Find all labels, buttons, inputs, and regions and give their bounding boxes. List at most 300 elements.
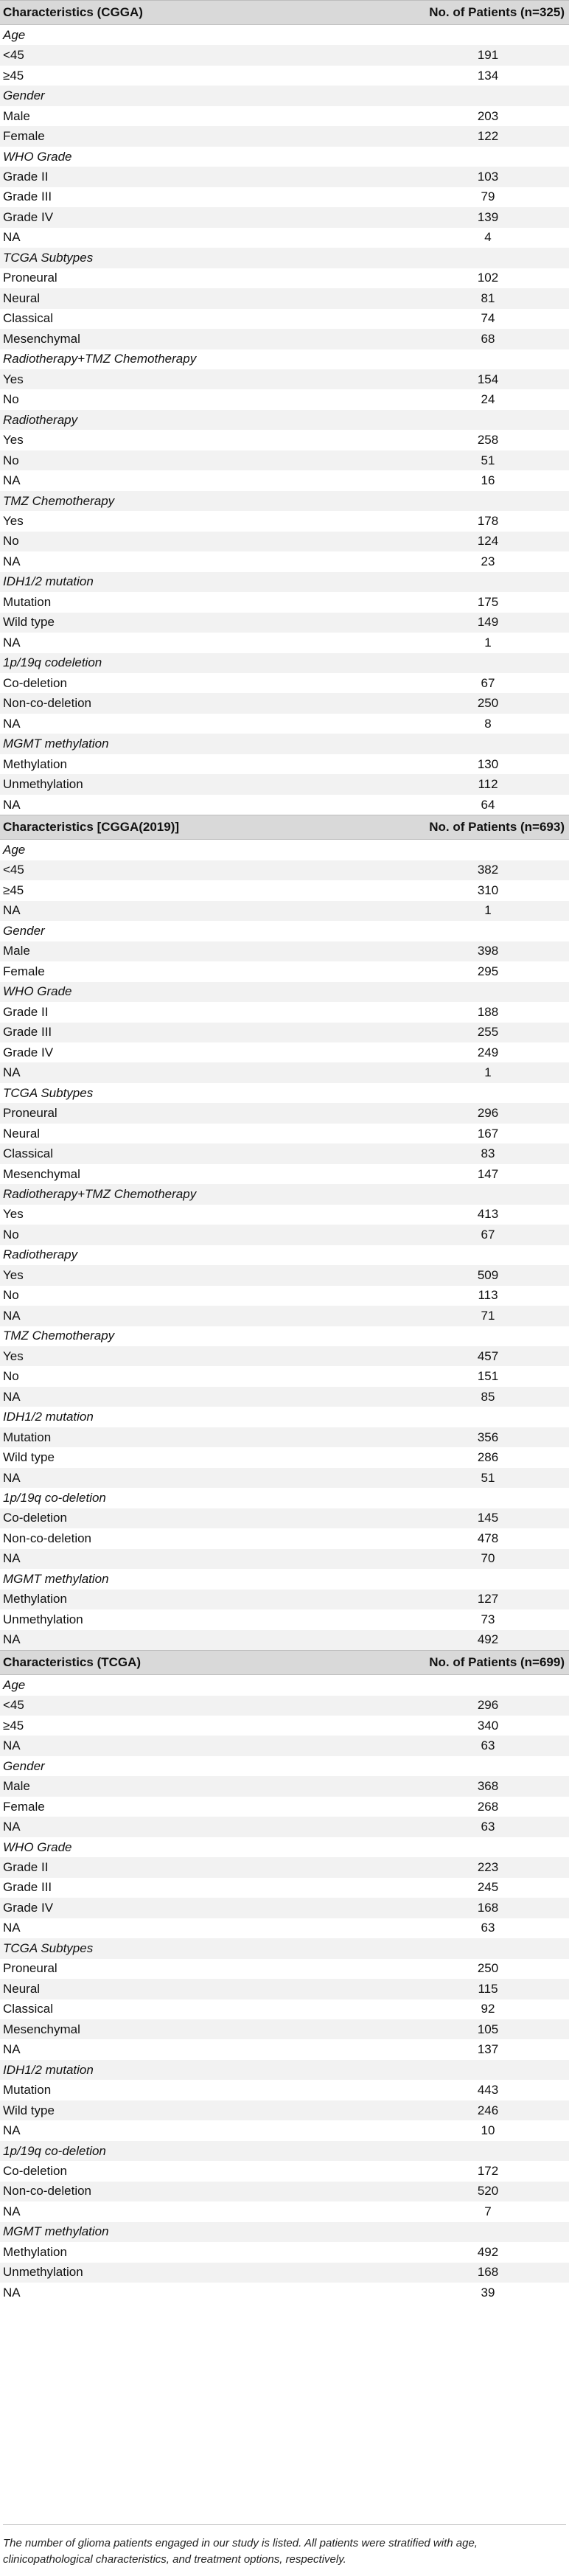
row-value: 113 xyxy=(478,1288,498,1303)
row-value: 151 xyxy=(477,1369,499,1384)
row-value: 295 xyxy=(477,964,499,978)
table-row xyxy=(0,1857,569,1877)
row-label: Classical xyxy=(3,1146,54,1161)
row-label: Wild type xyxy=(3,1450,55,1465)
table-row xyxy=(0,754,569,774)
category-label: Radiotherapy xyxy=(3,1247,78,1262)
table-row xyxy=(0,1002,569,1022)
row-label: <45 xyxy=(3,863,24,877)
row-value: 4 xyxy=(484,230,492,245)
row-value: 130 xyxy=(477,756,499,771)
category-row xyxy=(0,982,569,1002)
table-row xyxy=(0,2100,569,2120)
table-row xyxy=(0,1630,569,1650)
row-value: 457 xyxy=(477,1348,499,1363)
category-row xyxy=(0,1837,569,1857)
row-value: 168 xyxy=(477,1900,499,1915)
category-label: Radiotherapy+TMZ Chemotherapy xyxy=(3,352,197,366)
row-label: Grade III xyxy=(3,1880,52,1895)
row-label: Classical xyxy=(3,311,54,326)
table-row xyxy=(0,511,569,531)
category-row xyxy=(0,491,569,511)
table-row xyxy=(0,673,569,693)
table-section-header xyxy=(0,0,569,25)
row-value: 71 xyxy=(481,1308,495,1323)
category-row xyxy=(0,653,569,673)
table-row xyxy=(0,369,569,389)
table-row xyxy=(0,1447,569,1467)
category-label: Gender xyxy=(3,88,45,103)
table-row xyxy=(0,2120,569,2140)
row-label: NA xyxy=(3,1820,21,1834)
table-row xyxy=(0,2039,569,2059)
row-label: Yes xyxy=(3,513,24,528)
row-value: 154 xyxy=(477,372,499,386)
row-label: ≥45 xyxy=(3,883,24,897)
table-row xyxy=(0,1590,569,1609)
category-label: Gender xyxy=(3,923,45,938)
row-value: 255 xyxy=(477,1025,499,1040)
row-label: Co-deletion xyxy=(3,1511,67,1525)
category-row xyxy=(0,248,569,268)
row-value: 67 xyxy=(481,1227,495,1242)
table-row xyxy=(0,693,569,713)
row-label: Male xyxy=(3,1779,30,1794)
table-row xyxy=(0,1878,569,1898)
row-label: No xyxy=(3,392,19,407)
row-value: 23 xyxy=(481,554,495,568)
table-row xyxy=(0,1736,569,1755)
row-value: 268 xyxy=(477,1799,499,1814)
category-row xyxy=(0,1245,569,1265)
category-row xyxy=(0,2060,569,2080)
table-row xyxy=(0,714,569,734)
category-row xyxy=(0,1756,569,1776)
table-row xyxy=(0,45,569,65)
category-row xyxy=(0,1326,569,1346)
row-label: Male xyxy=(3,944,30,958)
table-row xyxy=(0,633,569,652)
row-label: Proneural xyxy=(3,271,57,285)
row-value: 492 xyxy=(477,2244,499,2259)
header-patient-count: No. of Patients (n=699) xyxy=(429,1655,565,1670)
row-value: 70 xyxy=(481,1551,495,1566)
row-label: Wild type xyxy=(3,615,55,630)
row-label: Mesenchymal xyxy=(3,331,80,346)
row-label: No xyxy=(3,1227,19,1242)
row-value: 250 xyxy=(477,1961,499,1976)
row-value: 51 xyxy=(481,1470,495,1485)
row-label: Unmethylation xyxy=(3,777,83,792)
row-label: NA xyxy=(3,1738,21,1753)
row-value: 1 xyxy=(484,635,492,650)
row-label: Yes xyxy=(3,1348,24,1363)
row-value: 7 xyxy=(484,2204,492,2218)
row-value: 398 xyxy=(477,944,499,958)
category-row xyxy=(0,1675,569,1695)
row-value: 51 xyxy=(481,453,495,467)
table-caption: The number of glioma patients engaged in our study is listed. All patients were stratified with age, clinicopathological characteristics, and treatment options, respectively. xyxy=(3,2524,566,2568)
category-label: WHO Grade xyxy=(3,149,72,164)
table-row xyxy=(0,1427,569,1447)
table-row xyxy=(0,2182,569,2201)
category-row xyxy=(0,1938,569,1958)
category-label: 1p/19q codeletion xyxy=(3,655,102,670)
table-row xyxy=(0,880,569,900)
row-label: Methylation xyxy=(3,2244,67,2259)
row-label: Yes xyxy=(3,433,24,448)
row-value: 16 xyxy=(481,473,495,488)
row-label: NA xyxy=(3,1551,21,1566)
row-label: Grade II xyxy=(3,1859,49,1874)
table-row xyxy=(0,1366,569,1386)
row-value: 168 xyxy=(477,2265,499,2280)
row-label: No xyxy=(3,534,19,549)
table-row xyxy=(0,1205,569,1225)
category-row xyxy=(0,840,569,860)
table-row xyxy=(0,268,569,288)
row-value: 172 xyxy=(477,2164,499,2179)
category-label: 1p/19q co-deletion xyxy=(3,1491,106,1505)
table-row xyxy=(0,1549,569,1569)
table-row xyxy=(0,1306,569,1326)
row-label: Methylation xyxy=(3,1592,67,1606)
row-value: 73 xyxy=(481,1612,495,1626)
category-label: Age xyxy=(3,1677,26,1692)
table-row xyxy=(0,2080,569,2100)
table-row xyxy=(0,1468,569,1488)
row-label: Unmethylation xyxy=(3,1612,83,1626)
table-row xyxy=(0,1042,569,1062)
table-row xyxy=(0,1817,569,1837)
category-label: TMZ Chemotherapy xyxy=(3,493,115,508)
row-value: 79 xyxy=(481,189,495,204)
row-label: NA xyxy=(3,230,21,245)
table-row xyxy=(0,1999,569,2019)
row-label: Classical xyxy=(3,2002,54,2016)
row-value: 520 xyxy=(477,2184,499,2199)
header-characteristics: Characteristics (TCGA) xyxy=(3,1655,142,1670)
table-row xyxy=(0,1103,569,1123)
category-label: MGMT methylation xyxy=(3,2224,109,2239)
row-label: ≥45 xyxy=(3,1718,24,1733)
row-label: Non-co-deletion xyxy=(3,696,92,711)
row-label: Grade IV xyxy=(3,1045,54,1059)
row-label: NA xyxy=(3,1308,21,1323)
table-row xyxy=(0,450,569,470)
row-value: 443 xyxy=(477,2083,499,2098)
row-value: 8 xyxy=(484,716,492,731)
table-row xyxy=(0,1164,569,1184)
row-label: No xyxy=(3,1288,19,1303)
table-row xyxy=(0,1387,569,1407)
row-value: 137 xyxy=(477,2042,499,2057)
row-value: 286 xyxy=(477,1450,499,1465)
row-label: Male xyxy=(3,108,30,123)
row-value: 63 xyxy=(481,1921,495,1935)
row-value: 124 xyxy=(477,534,499,549)
table-row xyxy=(0,2201,569,2221)
category-label: TMZ Chemotherapy xyxy=(3,1329,115,1343)
row-label: Neural xyxy=(3,1981,41,1996)
table-row xyxy=(0,2263,569,2283)
table-row xyxy=(0,941,569,961)
category-row xyxy=(0,1488,569,1508)
table-row xyxy=(0,106,569,126)
row-label: NA xyxy=(3,2123,21,2138)
header-patient-count: No. of Patients (n=325) xyxy=(429,5,565,19)
table-row xyxy=(0,1023,569,1042)
row-value: 249 xyxy=(477,1045,499,1059)
row-label: Grade IV xyxy=(3,1900,54,1915)
row-value: 296 xyxy=(477,1698,499,1713)
category-label: WHO Grade xyxy=(3,984,72,999)
row-label: Co-deletion xyxy=(3,675,67,690)
row-value: 203 xyxy=(477,108,499,123)
row-value: 24 xyxy=(481,392,495,407)
row-value: 310 xyxy=(477,883,499,897)
header-characteristics: Characteristics (CGGA) xyxy=(3,5,143,19)
row-label: Methylation xyxy=(3,756,67,771)
category-row xyxy=(0,572,569,592)
row-value: 103 xyxy=(477,170,499,184)
row-label: Female xyxy=(3,964,45,978)
row-label: Mesenchymal xyxy=(3,2022,80,2036)
row-label: Grade III xyxy=(3,189,52,204)
table-row xyxy=(0,66,569,86)
category-label: 1p/19q co-deletion xyxy=(3,2143,106,2158)
category-row xyxy=(0,349,569,369)
table-row xyxy=(0,389,569,409)
row-label: Female xyxy=(3,1799,45,1814)
row-label: Grade II xyxy=(3,1004,49,1019)
row-value: 10 xyxy=(481,2123,495,2138)
category-row xyxy=(0,2222,569,2242)
category-label: TCGA Subtypes xyxy=(3,1085,94,1100)
table-row xyxy=(0,228,569,248)
row-value: 167 xyxy=(477,1126,499,1141)
row-label: Unmethylation xyxy=(3,2265,83,2280)
table-row xyxy=(0,167,569,187)
row-value: 63 xyxy=(481,1738,495,1753)
row-value: 356 xyxy=(477,1430,499,1444)
table-row xyxy=(0,1898,569,1918)
category-label: IDH1/2 mutation xyxy=(3,1410,94,1424)
row-value: 64 xyxy=(481,797,495,812)
row-value: 368 xyxy=(477,1779,499,1794)
row-value: 127 xyxy=(477,1592,499,1606)
table-row xyxy=(0,329,569,349)
row-value: 250 xyxy=(477,696,499,711)
table-row xyxy=(0,1508,569,1528)
table-row xyxy=(0,187,569,207)
row-label: Grade IV xyxy=(3,209,54,224)
row-value: 85 xyxy=(481,1389,495,1404)
row-label: No xyxy=(3,453,19,467)
row-value: 81 xyxy=(481,290,495,305)
row-value: 139 xyxy=(477,209,499,224)
row-value: 413 xyxy=(477,1207,499,1222)
row-value: 145 xyxy=(477,1511,499,1525)
row-value: 223 xyxy=(477,1859,499,1874)
row-label: Yes xyxy=(3,1267,24,1282)
row-label: NA xyxy=(3,2285,21,2300)
row-value: 147 xyxy=(477,1166,499,1181)
row-value: 175 xyxy=(477,594,499,609)
table-row xyxy=(0,309,569,329)
row-label: NA xyxy=(3,1632,21,1647)
row-label: ≥45 xyxy=(3,68,24,83)
table-row xyxy=(0,774,569,794)
table-row xyxy=(0,2019,569,2039)
row-label: NA xyxy=(3,1065,21,1080)
row-label: Non-co-deletion xyxy=(3,1531,92,1545)
row-label: NA xyxy=(3,554,21,568)
row-value: 134 xyxy=(477,68,499,83)
category-label: WHO Grade xyxy=(3,1839,72,1854)
row-label: NA xyxy=(3,903,21,918)
table-row xyxy=(0,2242,569,2262)
table-row xyxy=(0,1797,569,1817)
row-value: 191 xyxy=(477,48,499,63)
table-row xyxy=(0,207,569,227)
row-label: Wild type xyxy=(3,2103,55,2117)
table-row xyxy=(0,1696,569,1716)
row-value: 102 xyxy=(477,271,499,285)
table-row xyxy=(0,1225,569,1245)
row-value: 122 xyxy=(477,129,499,144)
row-label: Neural xyxy=(3,1126,41,1141)
row-label: Co-deletion xyxy=(3,2164,67,2179)
category-label: Radiotherapy+TMZ Chemotherapy xyxy=(3,1186,197,1201)
row-label: Non-co-deletion xyxy=(3,2184,92,2199)
table-row xyxy=(0,1609,569,1629)
category-row xyxy=(0,86,569,105)
table-row xyxy=(0,592,569,612)
header-patient-count: No. of Patients (n=693) xyxy=(429,820,565,835)
row-label: Yes xyxy=(3,372,24,386)
row-value: 478 xyxy=(477,1531,499,1545)
row-label: Mutation xyxy=(3,2083,52,2098)
row-label: <45 xyxy=(3,1698,24,1713)
header-characteristics: Characteristics [CGGA(2019)] xyxy=(3,820,180,835)
row-value: 105 xyxy=(477,2022,499,2036)
table-row xyxy=(0,2161,569,2181)
category-label: Age xyxy=(3,27,26,42)
category-label: TCGA Subtypes xyxy=(3,250,94,265)
category-label: Radiotherapy xyxy=(3,412,78,427)
row-value: 340 xyxy=(477,1718,499,1733)
table-row xyxy=(0,1346,569,1366)
category-label: Gender xyxy=(3,1758,45,1773)
row-label: NA xyxy=(3,2204,21,2218)
row-value: 258 xyxy=(477,433,499,448)
category-row xyxy=(0,734,569,753)
row-value: 83 xyxy=(481,1146,495,1161)
table-row xyxy=(0,1528,569,1548)
table-row xyxy=(0,2283,569,2302)
row-value: 63 xyxy=(481,1820,495,1834)
table-row xyxy=(0,901,569,921)
table-row xyxy=(0,288,569,308)
row-value: 245 xyxy=(477,1880,499,1895)
row-value: 1 xyxy=(484,1065,492,1080)
table-row xyxy=(0,551,569,571)
category-row xyxy=(0,147,569,167)
row-value: 68 xyxy=(481,331,495,346)
row-value: 115 xyxy=(478,1981,498,1996)
row-label: Proneural xyxy=(3,1106,57,1121)
row-label: NA xyxy=(3,716,21,731)
table-row xyxy=(0,470,569,490)
category-row xyxy=(0,410,569,430)
row-label: Yes xyxy=(3,1207,24,1222)
category-row xyxy=(0,25,569,45)
row-value: 382 xyxy=(477,863,499,877)
category-row xyxy=(0,1407,569,1427)
row-label: Neural xyxy=(3,290,41,305)
table-row xyxy=(0,430,569,450)
row-value: 1 xyxy=(484,903,492,918)
table-row xyxy=(0,1286,569,1306)
table-row xyxy=(0,961,569,981)
table-row xyxy=(0,1143,569,1163)
row-label: NA xyxy=(3,797,21,812)
row-label: Grade II xyxy=(3,170,49,184)
category-label: MGMT methylation xyxy=(3,1571,109,1586)
table-row xyxy=(0,532,569,551)
category-row xyxy=(0,1184,569,1204)
table-row xyxy=(0,613,569,633)
category-label: IDH1/2 mutation xyxy=(3,2062,94,2077)
row-label: Mesenchymal xyxy=(3,1166,80,1181)
category-row xyxy=(0,1083,569,1103)
row-value: 509 xyxy=(477,1267,499,1282)
category-label: IDH1/2 mutation xyxy=(3,574,94,589)
row-label: Female xyxy=(3,129,45,144)
table-row xyxy=(0,1062,569,1082)
category-label: TCGA Subtypes xyxy=(3,1940,94,1955)
row-label: NA xyxy=(3,2042,21,2057)
row-label: NA xyxy=(3,1921,21,1935)
row-value: 149 xyxy=(477,615,499,630)
category-label: MGMT methylation xyxy=(3,737,109,751)
row-value: 178 xyxy=(477,513,499,528)
row-label: Proneural xyxy=(3,1961,57,1976)
row-value: 492 xyxy=(477,1632,499,1647)
row-value: 67 xyxy=(481,675,495,690)
table-row xyxy=(0,1124,569,1143)
table-row xyxy=(0,1716,569,1736)
row-value: 112 xyxy=(478,777,498,792)
row-value: 296 xyxy=(477,1106,499,1121)
row-label: NA xyxy=(3,635,21,650)
table-row xyxy=(0,1959,569,1979)
table-row xyxy=(0,1776,569,1796)
row-label: NA xyxy=(3,473,21,488)
table-row xyxy=(0,1918,569,1938)
table-section-header xyxy=(0,815,569,840)
category-row xyxy=(0,2141,569,2161)
table-row xyxy=(0,126,569,146)
category-label: Age xyxy=(3,843,26,857)
row-value: 39 xyxy=(481,2285,495,2300)
row-label: Mutation xyxy=(3,1430,52,1444)
row-label: NA xyxy=(3,1389,21,1404)
row-label: NA xyxy=(3,1470,21,1485)
category-row xyxy=(0,921,569,941)
row-label: Grade III xyxy=(3,1025,52,1040)
